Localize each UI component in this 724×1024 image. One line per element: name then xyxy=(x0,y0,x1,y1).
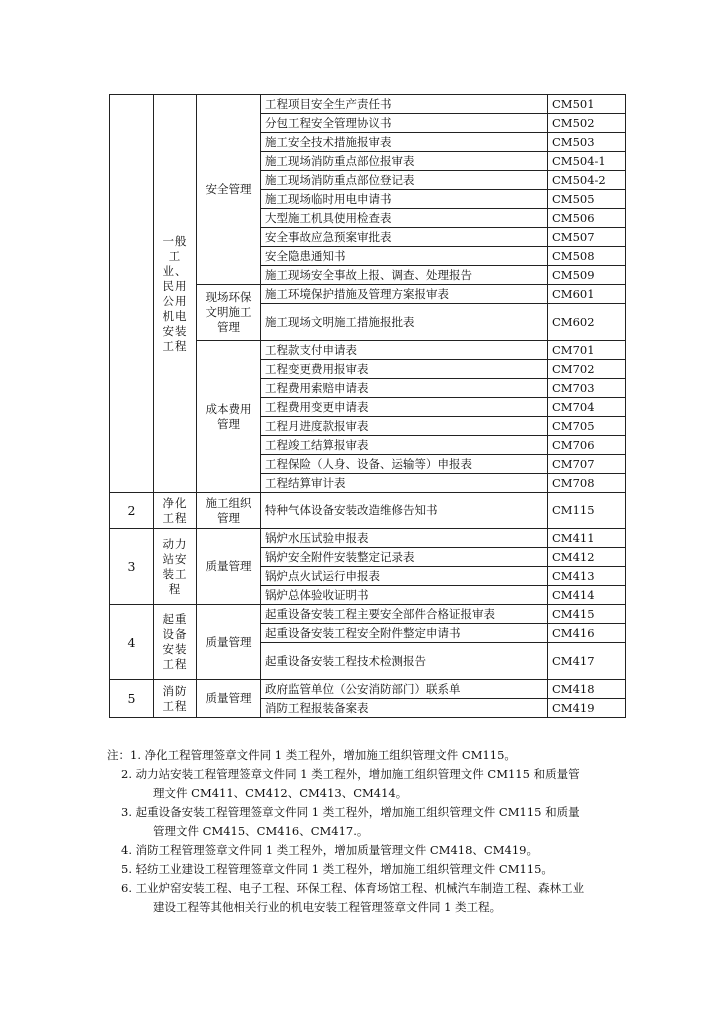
category-cell: 施工组织管理 xyxy=(197,493,261,529)
project-type-cell: 动力站安装工程 xyxy=(154,529,197,605)
document-code-cell: CM505 xyxy=(548,190,626,209)
category-cell: 质量管理 xyxy=(197,680,261,718)
document-name-cell: 大型施工机具使用检查表 xyxy=(261,209,548,228)
document-name-cell: 施工环境保护措施及管理方案报审表 xyxy=(261,285,548,304)
document-name-cell: 起重设备安装工程安全附件整定申请书 xyxy=(261,624,548,643)
document-name-cell: 安全事故应急预案审批表 xyxy=(261,228,548,247)
note-line: 2. 动力站安装工程管理签章文件同 1 类工程外，增加施工组织管理文件 CM115 和质量管 xyxy=(121,767,580,781)
document-name-cell: 工程项目安全生产责任书 xyxy=(261,95,548,114)
document-code-cell: CM417 xyxy=(548,643,626,680)
project-type-cell: 一般工业、民用公用机电安装工程 xyxy=(154,95,197,493)
document-name-cell: 特种气体设备安装改造维修告知书 xyxy=(261,493,548,529)
project-type-cell: 净化工程 xyxy=(154,493,197,529)
note-line: 6. 工业炉窑安装工程、电子工程、环保工程、体育场馆工程、机械汽车制造工程、森林工业 xyxy=(121,881,585,895)
document-code-cell: CM707 xyxy=(548,455,626,474)
document-code-cell: CM602 xyxy=(548,304,626,341)
document-code-cell: CM508 xyxy=(548,247,626,266)
category-cell: 质量管理 xyxy=(197,605,261,680)
document-name-cell: 锅炉点火试运行申报表 xyxy=(261,567,548,586)
document-code-cell: CM704 xyxy=(548,398,626,417)
document-code-cell: CM418 xyxy=(548,680,626,699)
project-type-cell: 起重设备安装工程 xyxy=(154,605,197,680)
group-number-cell: 3 xyxy=(110,529,154,605)
document-code-cell: CM501 xyxy=(548,95,626,114)
note-line: 建设工程等其他相关行业的机电安装工程管理签章文件同 1 类工程。 xyxy=(153,900,502,914)
document-code-cell: CM419 xyxy=(548,699,626,718)
document-name-cell: 工程变更费用报审表 xyxy=(261,360,548,379)
category-cell: 现场环保文明施工管理 xyxy=(197,285,261,341)
document-name-cell: 起重设备安装工程主要安全部件合格证报审表 xyxy=(261,605,548,624)
document-code-cell: CM413 xyxy=(548,567,626,586)
group-number-cell: 4 xyxy=(110,605,154,680)
document-name-cell: 施工现场消防重点部位报审表 xyxy=(261,152,548,171)
category-cell: 成本费用管理 xyxy=(197,341,261,493)
document-name-cell: 起重设备安装工程技术检测报告 xyxy=(261,643,548,680)
document-code-cell: CM414 xyxy=(548,586,626,605)
document-code-cell: CM601 xyxy=(548,285,626,304)
document-code-cell: CM702 xyxy=(548,360,626,379)
document-code-cell: CM115 xyxy=(548,493,626,529)
document-code-cell: CM705 xyxy=(548,417,626,436)
document-name-cell: 施工安全技术措施报审表 xyxy=(261,133,548,152)
document-code-cell: CM415 xyxy=(548,605,626,624)
document-name-cell: 锅炉安全附件安装整定记录表 xyxy=(261,548,548,567)
document-name-cell: 工程款支付申请表 xyxy=(261,341,548,360)
document-code-cell: CM412 xyxy=(548,548,626,567)
document-code-cell: CM504-1 xyxy=(548,152,626,171)
document-name-cell: 施工现场文明施工措施报批表 xyxy=(261,304,548,341)
document-code-cell: CM507 xyxy=(548,228,626,247)
document-name-cell: 工程保险（人身、设备、运输等）申报表 xyxy=(261,455,548,474)
category-cell: 安全管理 xyxy=(197,95,261,285)
group-number-cell xyxy=(110,95,154,493)
document-name-cell: 施工现场临时用电申请书 xyxy=(261,190,548,209)
document-name-cell: 工程竣工结算报审表 xyxy=(261,436,548,455)
document-code-cell: CM503 xyxy=(548,133,626,152)
document-code-cell: CM708 xyxy=(548,474,626,493)
document-name-cell: 工程结算审计表 xyxy=(261,474,548,493)
document-code-cell: CM701 xyxy=(548,341,626,360)
document-code-cell: CM502 xyxy=(548,114,626,133)
document-name-cell: 工程月进度款报审表 xyxy=(261,417,548,436)
note-line: 注：1. 净化工程管理签章文件同 1 类工程外，增加施工组织管理文件 CM115。 xyxy=(107,748,516,762)
document-name-cell: 工程费用索赔申请表 xyxy=(261,379,548,398)
note-line: 5. 轻纺工业建设工程管理签章文件同 1 类工程外，增加施工组织管理文件 CM115。 xyxy=(121,862,553,876)
document-code-cell: CM703 xyxy=(548,379,626,398)
note-line: 3. 起重设备安装工程管理签章文件同 1 类工程外，增加施工组织管理文件 CM115 和质量 xyxy=(121,805,580,819)
note-line: 4. 消防工程管理签章文件同 1 类工程外，增加质量管理文件 CM418、CM419。 xyxy=(121,843,538,857)
group-number-cell: 2 xyxy=(110,493,154,529)
document-name-cell: 安全隐患通知书 xyxy=(261,247,548,266)
document-name-cell: 锅炉水压试验申报表 xyxy=(261,529,548,548)
category-cell: 质量管理 xyxy=(197,529,261,605)
document-code-cell: CM504-2 xyxy=(548,171,626,190)
document-name-cell: 工程费用变更申请表 xyxy=(261,398,548,417)
document-code-cell: CM416 xyxy=(548,624,626,643)
document-code-cell: CM411 xyxy=(548,529,626,548)
document-name-cell: 消防工程报装备案表 xyxy=(261,699,548,718)
signature-documents-table xyxy=(109,94,626,718)
document-name-cell: 政府监管单位（公安消防部门）联系单 xyxy=(261,680,548,699)
document-code-cell: CM706 xyxy=(548,436,626,455)
note-line: 管理文件 CM415、CM416、CM417.。 xyxy=(153,824,369,838)
document-code-cell: CM509 xyxy=(548,266,626,285)
document-code-cell: CM506 xyxy=(548,209,626,228)
note-line: 理文件 CM411、CM412、CM413、CM414。 xyxy=(153,786,408,800)
project-type-cell: 消防工程 xyxy=(154,680,197,718)
notes-section xyxy=(107,746,627,917)
document-name-cell: 锅炉总体验收证明书 xyxy=(261,586,548,605)
document-name-cell: 施工现场消防重点部位登记表 xyxy=(261,171,548,190)
document-name-cell: 施工现场安全事故上报、调查、处理报告 xyxy=(261,266,548,285)
group-number-cell: 5 xyxy=(110,680,154,718)
document-name-cell: 分包工程安全管理协议书 xyxy=(261,114,548,133)
